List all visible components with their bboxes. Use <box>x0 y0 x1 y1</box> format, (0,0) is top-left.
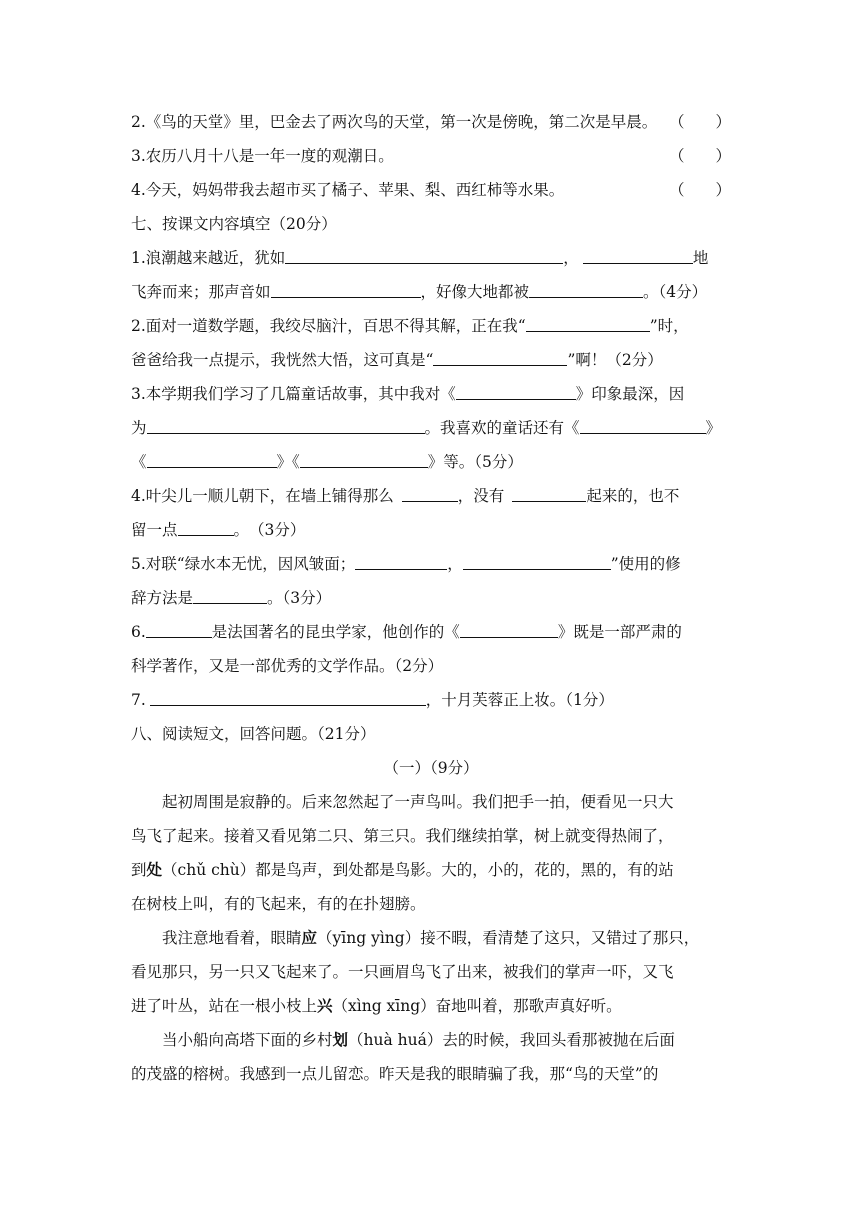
blank[interactable] <box>526 316 650 332</box>
passage-line: 的茂盛的榕树。我感到一点儿留恋。昨天是我的眼睛骗了我，那“鸟的天堂”的 <box>131 1065 659 1083</box>
passage-line: 看见那只，另一只又飞起来了。一只画眉鸟飞了出来，被我们的掌声一吓，又飞 <box>131 963 674 981</box>
passage-line: 起初周围是寂静的。后来忽然起了一声鸟叫。我们把手一拍，便看见一只大 <box>162 793 674 811</box>
blank[interactable] <box>285 248 563 264</box>
pinyin-target-char: 应 <box>301 928 318 947</box>
q7-1-line1: 1.浪潮越来越近，犹如 ， 地 <box>131 249 709 267</box>
blank[interactable] <box>433 350 567 366</box>
q7-7: 7. ，十月芙蓉正上妆。（1分） <box>131 691 614 709</box>
q7-5-line1: 5.对联“绿水本无忧，因风皱面； ， ”使用的修 <box>131 555 681 573</box>
blank[interactable] <box>512 486 586 502</box>
q7-1-line2: 飞奔而来；那声音如 ，好像大地都被 。（4分） <box>131 283 708 301</box>
judge-item-2 <box>131 112 731 132</box>
q7-3-line3: 《 》《 》等。（5分） <box>131 453 523 471</box>
q7-4-line2: 留一点 。 （3分） <box>131 521 306 539</box>
judge-text: 4.今天，妈妈带我去超市买了橘子、苹果、梨、西红柿等水果。 <box>131 181 565 199</box>
passage-line: 在树枝上叫，有的飞起来，有的在扑翅膀。 <box>131 895 426 913</box>
pinyin-target-char: 划 <box>332 1030 349 1049</box>
q7-2-line2: 爸爸给我一点提示，我恍然大悟，这可真是“ ”啊！（2分） <box>131 351 663 369</box>
blank[interactable] <box>150 690 426 706</box>
q7-4-line1: 4.叶尖儿一顺儿朝下，在墙上铺得那么 ，没有 起来的，也不 <box>131 487 680 505</box>
blank[interactable] <box>583 248 693 264</box>
q7-2-line1: 2.面对一道数学题，我绞尽脑汁，百思不得其解，正在我“ ”时， <box>131 317 689 335</box>
blank[interactable] <box>402 486 458 502</box>
answer-paren[interactable]: （ ） <box>668 147 731 165</box>
q7-3-line1: 3.本学期我们学习了几篇童话故事，其中我对《 》印象最深，因 <box>131 385 685 403</box>
pinyin-target-char: 处 <box>146 860 163 879</box>
blank[interactable] <box>463 554 611 570</box>
judge-item-3 <box>131 146 731 166</box>
answer-paren[interactable]: （ ） <box>668 181 731 199</box>
passage-line: 当小船向高塔下面的乡村划（huà huá）去的时候，我回头看那被抛在后面 <box>162 1030 675 1049</box>
q7-6-line2: 科学著作，又是一部优秀的文学作品。（2分） <box>131 657 444 675</box>
passage-line: 到处（chǔ chù）都是鸟声，到处都是鸟影。大的，小的，花的，黑的，有的站 <box>131 860 674 879</box>
blank[interactable] <box>193 588 267 604</box>
passage-line: 鸟飞了起来。接着又看见第二只、第三只。我们继续拍掌，树上就变得热闹了， <box>131 827 674 845</box>
judge-text: 2.《鸟的天堂》里，巴金去了两次鸟的天堂，第一次是傍晚，第二次是早晨。 <box>131 113 658 131</box>
q7-3-line2: 为 。我喜欢的童话还有《 》 <box>131 419 722 437</box>
blank[interactable] <box>147 452 277 468</box>
blank[interactable] <box>529 282 643 298</box>
blank[interactable] <box>580 418 706 434</box>
blank[interactable] <box>456 384 576 400</box>
passage-line: 进了叶丛，站在一根小枝上兴（xìng xīng）奋地叫着，那歌声真好听。 <box>131 996 622 1015</box>
blank[interactable] <box>300 452 428 468</box>
blank[interactable] <box>355 554 447 570</box>
blank[interactable] <box>178 520 234 536</box>
answer-paren[interactable]: （ ） <box>668 113 731 131</box>
q7-5-line2: 辞方法是 。（3分） <box>131 589 332 607</box>
blank[interactable] <box>146 622 212 638</box>
blank[interactable] <box>460 622 558 638</box>
blank[interactable] <box>271 282 421 298</box>
q7-6-line1: 6. 是法国著名的昆虫学家，他创作的《 》既是一部严肃的 <box>131 623 682 641</box>
section-8-heading: 八、阅读短文，回答问题。（21分） <box>131 725 376 743</box>
blank[interactable] <box>147 418 425 434</box>
passage-1-title: （一）（9分） <box>383 759 479 777</box>
section-7-heading: 七、按课文内容填空（20分） <box>131 215 337 233</box>
judge-item-4 <box>131 180 731 200</box>
judge-text: 3.农历八月十八是一年一度的观潮日。 <box>131 147 394 165</box>
pinyin-target-char: 兴 <box>317 996 333 1015</box>
passage-line: 我注意地看着，眼睛应（yīng yìng）接不暇，看清楚了这只，又错过了那只， <box>162 928 700 947</box>
